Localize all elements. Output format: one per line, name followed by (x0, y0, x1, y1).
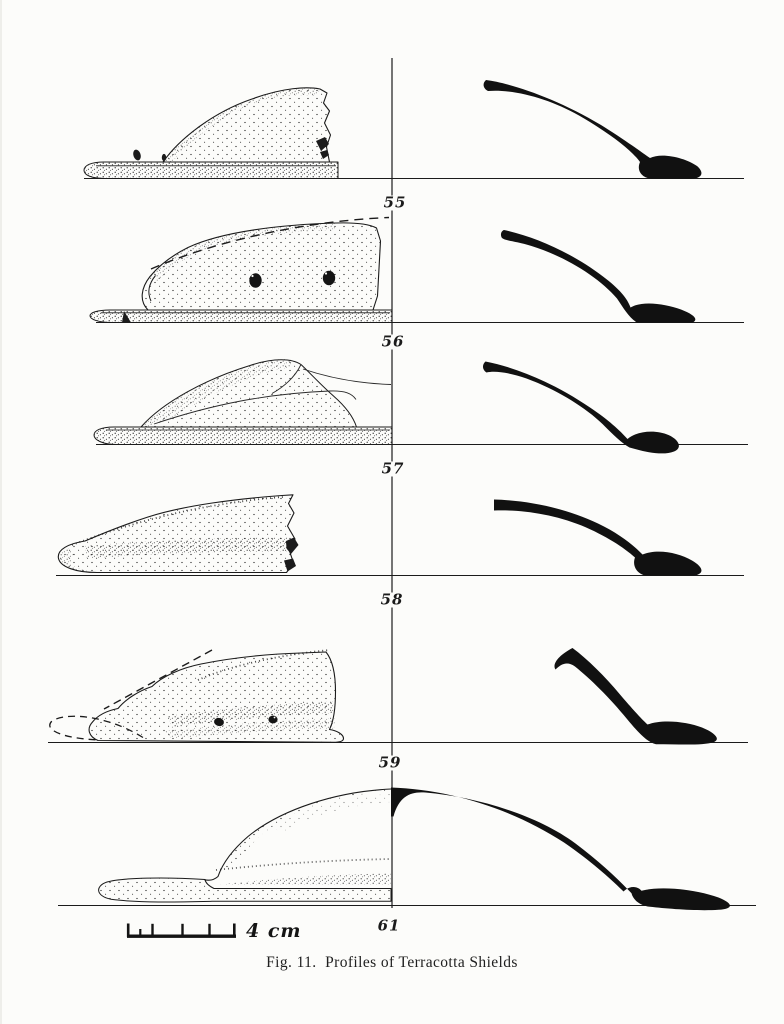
figure-caption: Fig. 11. Profiles of Terracotta Shields (266, 954, 518, 971)
scale-bar (127, 924, 236, 938)
item-label-55: 55 (380, 196, 411, 211)
shield-56-flange (90, 310, 392, 323)
shield-55-flange (84, 162, 338, 179)
shield-59-row (48, 648, 748, 745)
shield-58-fragment (58, 495, 295, 573)
item-label-61: 61 (374, 919, 405, 934)
scale-bar-label: 4 cm (246, 920, 302, 942)
shield-55-row (84, 80, 744, 179)
shield-57-section-profile (483, 362, 679, 454)
item-label-56: 56 (378, 335, 409, 350)
shield-59-section-profile (555, 648, 717, 745)
shield-61-section-profile (391, 788, 730, 911)
shield-61-row (58, 788, 756, 911)
shield-55-section-profile (484, 80, 702, 179)
shield-56-row (90, 218, 744, 323)
shield-56-section-profile (501, 230, 695, 323)
item-label-57: 57 (378, 462, 409, 477)
item-label-58: 58 (377, 593, 408, 608)
shield-58-row (56, 495, 744, 576)
item-label-59: 59 (375, 756, 406, 771)
shield-55-dome (163, 88, 331, 162)
shield-56-dome (142, 223, 380, 310)
shield-58-section-profile (494, 500, 701, 576)
shield-57-row (94, 359, 748, 453)
